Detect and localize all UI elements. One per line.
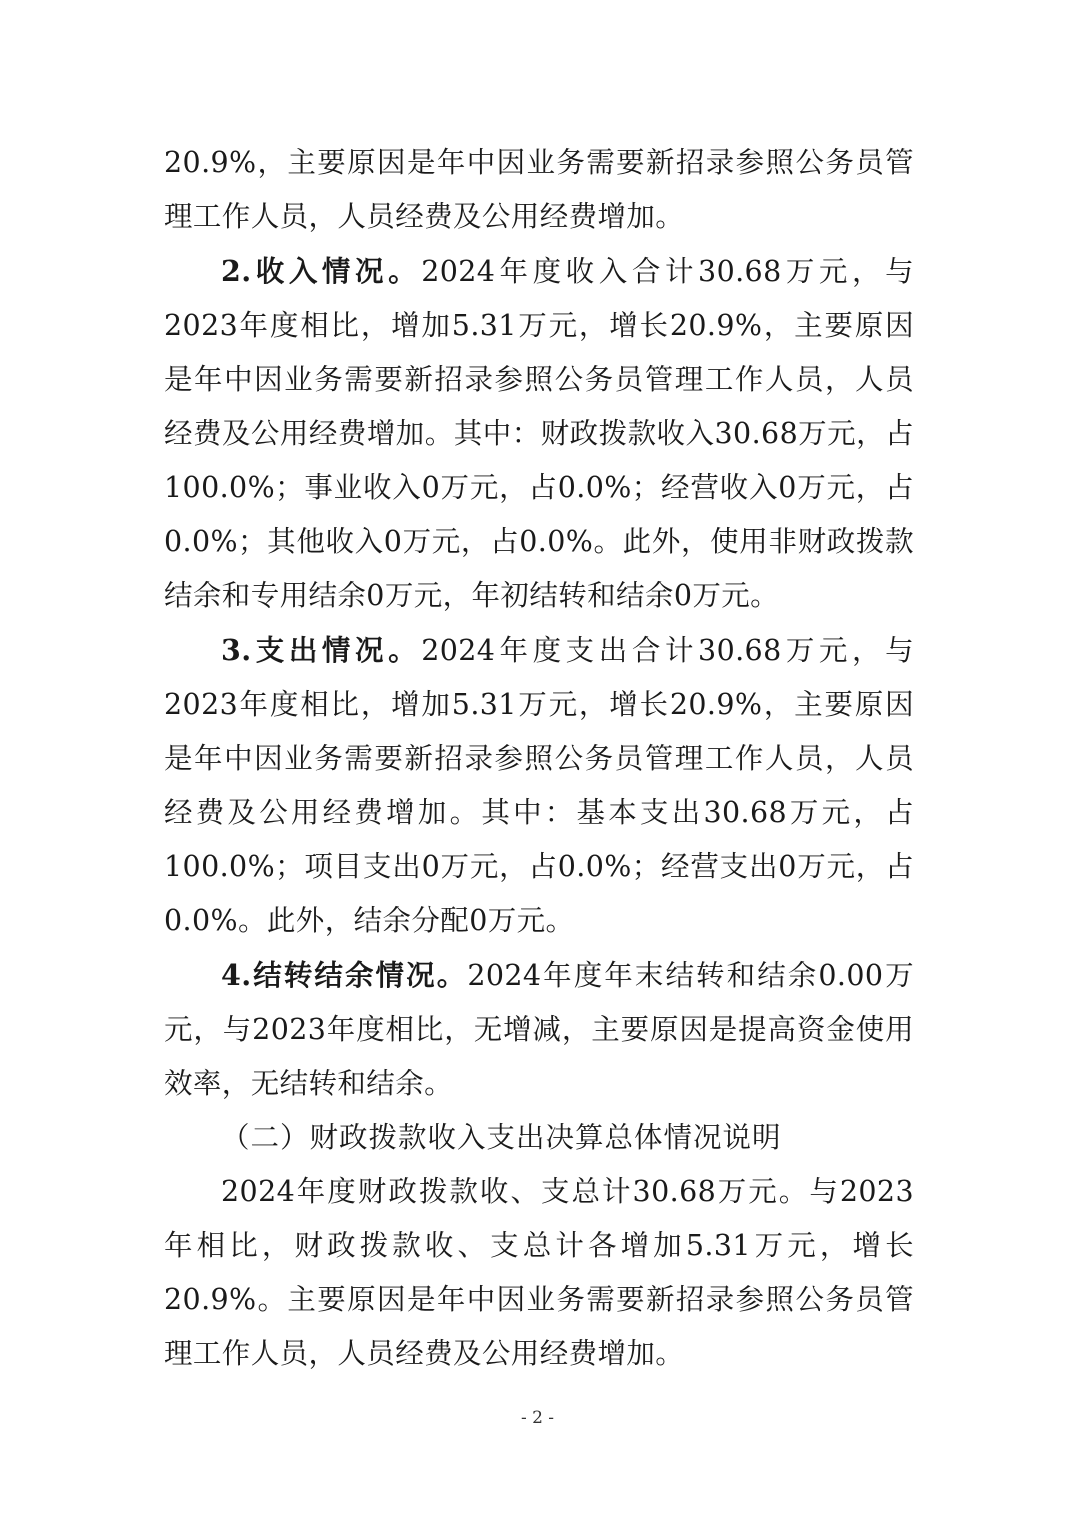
- paragraph-text: 2024年度年末结转和结余0.00万元，与2023年度相比，无增减，主要原因是提高资金使用效率，无结转和结余。: [164, 959, 914, 1100]
- paragraph-text: 20.9%，主要原因是年中因业务需要新招录参照公务员管理工作人员，人员经费及公用经费增加。: [164, 146, 914, 233]
- paragraph-balance: [164, 948, 914, 1111]
- document-body: [164, 136, 914, 1381]
- paragraph-lead: 2.收入情况。: [221, 254, 422, 288]
- paragraph-expense: [164, 623, 914, 948]
- paragraph-lead: 3.支出情况。: [221, 633, 422, 667]
- page-number: - 2 -: [520, 1408, 555, 1428]
- paragraph-text: 2024年度支出合计30.68万元，与2023年度相比，增加5.31万元，增长20.9%，主要原因是年中因业务需要新招录参照公务员管理工作人员，人员经费及公用经费增加。其中：基本支出30.68万元，占100.0%；项目支出0万元，占0.0%；经营支出0万元，占0.0%。此外，结余分配0万元。: [164, 634, 914, 937]
- paragraph-text: 2024年度收入合计30.68万元，与2023年度相比，增加5.31万元，增长20.9%，主要原因是年中因业务需要新招录参照公务员管理工作人员，人员经费及公用经费增加。其中：财政拨款收入30.68万元，占100.0%；事业收入0万元，占0.0%；经营收入0万元，占0.0%；其他收入0万元，占0.0%。此外，使用非财政拨款结余和专用结余0万元，年初结转和结余0万元。: [164, 255, 914, 612]
- paragraph-fiscal-summary: [164, 1165, 914, 1381]
- paragraph-text: 2024年度财政拨款收、支总计30.68万元。与2023年相比，财政拨款收、支总计各增加5.31万元，增长20.9%。主要原因是年中因业务需要新招录参照公务员管理工作人员，人员经费及公用经费增加。: [164, 1175, 914, 1370]
- paragraph-income: [164, 244, 914, 623]
- paragraph-continued: [164, 136, 914, 244]
- paragraph-lead: 4.结转结余情况。: [221, 958, 468, 992]
- section-heading: （二）财政拨款收入支出决算总体情况说明: [221, 1121, 782, 1154]
